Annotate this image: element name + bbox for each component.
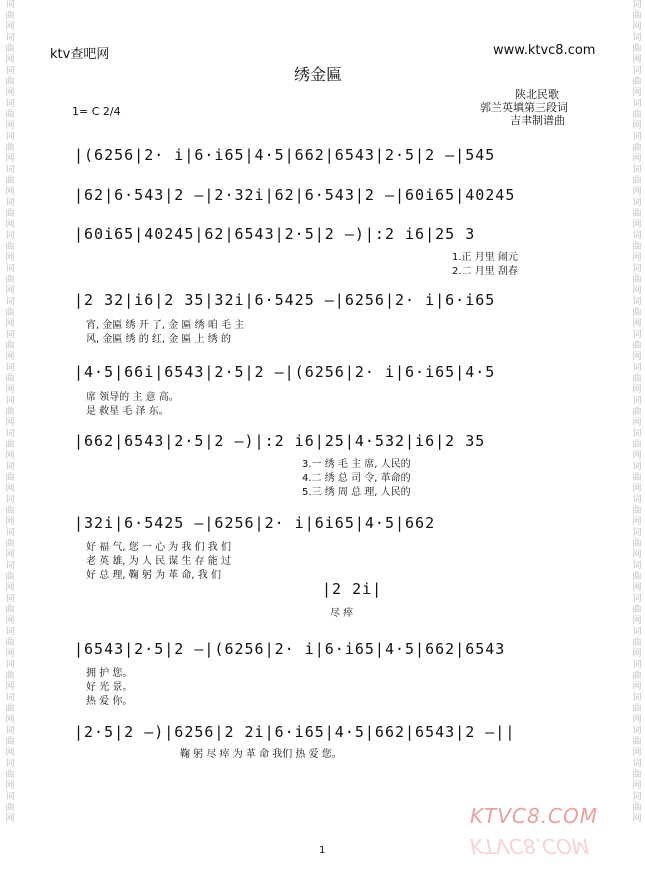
watermark-glyph: 曲 — [5, 473, 15, 483]
watermark-glyph: 曲 — [5, 737, 15, 747]
watermark-glyph: 词 — [5, 231, 15, 241]
watermark-glyph: 曲 — [5, 209, 15, 219]
watermark-glyph: 网 — [5, 451, 15, 461]
watermark-glyph: 词 — [632, 396, 642, 406]
watermark-glyph: 词 — [632, 165, 642, 175]
watermark-glyph: 曲 — [5, 671, 15, 681]
watermark-glyph: 网 — [5, 253, 15, 263]
watermark-glyph: 词 — [5, 561, 15, 571]
watermark-glyph: 网 — [632, 649, 642, 659]
lyric-line-4b: 风, 金匾 绣 的 红, 金 匾 上 绣 的 — [86, 334, 231, 345]
watermark-glyph: 曲 — [632, 638, 642, 648]
watermark-glyph: 词 — [632, 99, 642, 109]
watermark-glyph: 网 — [5, 121, 15, 131]
score-line-9: |2·5|2 —)|6256|2 2i|6·i65|4·5|662|6543|2 —|| — [74, 723, 516, 741]
watermark-glyph: 网 — [5, 88, 15, 98]
watermark-glyph: 词 — [5, 165, 15, 175]
site-name-left: ktv查吧网 — [50, 47, 110, 62]
lyric-line-7b: 老 英 雄, 为 人 民 谋 生 存 能 过 — [86, 556, 231, 567]
watermark-glyph: 词 — [5, 726, 15, 736]
watermark-glyph: 词 — [632, 66, 642, 76]
watermark-glyph: 网 — [5, 319, 15, 329]
watermark-glyph: 词 — [632, 198, 642, 208]
site-url-right: www.ktvc8.com — [493, 43, 596, 58]
watermark-glyph: 网 — [5, 715, 15, 725]
site-logo: KTVC8.COM — [470, 804, 599, 828]
watermark-glyph: 曲 — [5, 275, 15, 285]
lyric-line-7a: 好 福 气, 您 一 心 为 我 们 我 们 — [86, 542, 231, 553]
watermark-glyph: 曲 — [632, 209, 642, 219]
watermark-glyph: 曲 — [5, 242, 15, 252]
page-number: 1 — [319, 845, 326, 856]
watermark-glyph: 曲 — [5, 11, 15, 21]
watermark-glyph: 网 — [5, 352, 15, 362]
watermark-glyph: 网 — [632, 418, 642, 428]
watermark-glyph: 词 — [5, 693, 15, 703]
watermark-glyph: 网 — [632, 583, 642, 593]
watermark-glyph: 网 — [5, 22, 15, 32]
watermark-glyph: 网 — [5, 748, 15, 758]
lyric-line-4a: 宵, 金匾 绣 开 了, 金 匾 绣 咱 毛 主 — [86, 320, 245, 331]
watermark-glyph: 网 — [5, 220, 15, 230]
watermark-glyph: 词 — [5, 396, 15, 406]
watermark-glyph: 曲 — [632, 77, 642, 87]
watermark-glyph: 词 — [5, 363, 15, 373]
lyric-line-5b: 是 救星 毛 泽 东。 — [86, 406, 169, 417]
watermark-glyph: 曲 — [5, 539, 15, 549]
score-line-8: |6543|2·5|2 —|(6256|2· i|6·i65|4·5|662|6543 — [74, 640, 506, 658]
watermark-glyph: 词 — [5, 495, 15, 505]
watermark-glyph: 曲 — [632, 539, 642, 549]
watermark-glyph: 网 — [632, 682, 642, 692]
watermark-glyph: 词 — [5, 528, 15, 538]
lyric-line-6b: 4.二 绣 总 司 令, 革命的 — [302, 473, 411, 484]
score-line-2: |62|6·543|2 —|2·32i|62|6·543|2 —|60i65|40245 — [74, 186, 516, 204]
watermark-glyph: 网 — [632, 88, 642, 98]
watermark-glyph: 曲 — [632, 737, 642, 747]
watermark-glyph: 词 — [5, 264, 15, 274]
watermark-glyph: 词 — [632, 363, 642, 373]
watermark-glyph: 曲 — [632, 704, 642, 714]
watermark-glyph: 曲 — [5, 440, 15, 450]
watermark-glyph: 曲 — [5, 176, 15, 186]
watermark-glyph: 曲 — [5, 770, 15, 780]
watermark-glyph: 词 — [632, 660, 642, 670]
watermark-glyph: 网 — [5, 814, 15, 824]
watermark-glyph: 曲 — [5, 638, 15, 648]
watermark-glyph: 词 — [5, 297, 15, 307]
lyric-line-6a: 3.一 绣 毛 主 席, 人民的 — [302, 459, 411, 470]
watermark-glyph: 网 — [632, 814, 642, 824]
watermark-column-right — [629, 0, 645, 825]
watermark-glyph: 词 — [5, 330, 15, 340]
watermark-glyph: 词 — [5, 660, 15, 670]
watermark-glyph: 词 — [632, 594, 642, 604]
watermark-glyph: 词 — [632, 759, 642, 769]
watermark-glyph: 曲 — [5, 44, 15, 54]
lyric-line-8a: 拥 护 您。 — [86, 668, 133, 679]
watermark-glyph: 曲 — [632, 275, 642, 285]
watermark-glyph: 网 — [5, 154, 15, 164]
watermark-glyph: 曲 — [632, 473, 642, 483]
watermark-glyph: 曲 — [5, 803, 15, 813]
watermark-glyph: 曲 — [632, 803, 642, 813]
watermark-glyph: 网 — [632, 748, 642, 758]
song-lyricist: 郭兰英填第三段词 — [480, 101, 568, 114]
watermark-glyph: 网 — [632, 385, 642, 395]
watermark-glyph: 网 — [5, 286, 15, 296]
watermark-glyph: 词 — [632, 429, 642, 439]
watermark-glyph: 网 — [632, 451, 642, 461]
watermark-glyph: 词 — [5, 33, 15, 43]
score-line-3: |60i65|40245|62|6543|2·5|2 —)|:2 i6|25 3 — [74, 225, 476, 243]
watermark-glyph: 词 — [632, 561, 642, 571]
watermark-glyph: 词 — [5, 429, 15, 439]
watermark-glyph: 词 — [632, 33, 642, 43]
watermark-glyph: 词 — [632, 264, 642, 274]
watermark-glyph: 网 — [5, 682, 15, 692]
score-line-7-alt: |2 2i| — [322, 580, 383, 598]
watermark-glyph: 曲 — [632, 11, 642, 21]
watermark-glyph: 曲 — [632, 605, 642, 615]
lyric-line-8b: 好 光 景。 — [86, 682, 133, 693]
watermark-glyph: 网 — [632, 253, 642, 263]
watermark-glyph: 词 — [5, 0, 15, 10]
watermark-glyph: 曲 — [632, 440, 642, 450]
watermark-glyph: 曲 — [632, 242, 642, 252]
watermark-glyph: 词 — [5, 594, 15, 604]
lyric-line-9: 鞠 躬 尽 瘁 为 革 命 我们 热 爱 您。 — [180, 749, 342, 760]
watermark-glyph: 词 — [632, 495, 642, 505]
lyric-line-3b: 2.二 月里 刮春 — [452, 266, 518, 277]
watermark-glyph: 曲 — [632, 110, 642, 120]
watermark-glyph: 词 — [632, 627, 642, 637]
watermark-glyph: 网 — [632, 22, 642, 32]
watermark-glyph: 曲 — [5, 506, 15, 516]
lyric-line-7c: 好 总 理, 鞠 躬 为 革 命, 我 们 — [86, 570, 221, 581]
lyric-line-3a: 1.正 月里 闹元 — [452, 252, 518, 263]
watermark-glyph: 词 — [5, 99, 15, 109]
watermark-glyph: 网 — [632, 616, 642, 626]
watermark-glyph: 曲 — [5, 704, 15, 714]
site-logo-reflection: KTVC8.COM — [470, 834, 590, 858]
watermark-glyph: 曲 — [5, 77, 15, 87]
watermark-glyph: 词 — [5, 627, 15, 637]
watermark-glyph: 词 — [632, 462, 642, 472]
watermark-glyph: 网 — [5, 418, 15, 428]
watermark-glyph: 曲 — [632, 374, 642, 384]
watermark-glyph: 词 — [632, 726, 642, 736]
score-line-4: |2 32|i6|2 35|32i|6·5425 —|6256|2· i|6·i65 — [74, 291, 496, 309]
score-line-1: |(6256|2· i|6·i65|4·5|662|6543|2·5|2 —|545 — [74, 146, 496, 164]
watermark-glyph: 网 — [632, 55, 642, 65]
key-signature: 1= C 2/4 — [72, 105, 121, 118]
watermark-glyph: 词 — [632, 297, 642, 307]
watermark-glyph: 词 — [5, 462, 15, 472]
watermark-glyph: 曲 — [632, 407, 642, 417]
watermark-glyph: 曲 — [632, 572, 642, 582]
watermark-glyph: 曲 — [5, 110, 15, 120]
watermark-glyph: 词 — [632, 231, 642, 241]
song-arranger: 吉聿制谱曲 — [510, 114, 565, 127]
watermark-glyph: 曲 — [632, 308, 642, 318]
watermark-glyph: 网 — [632, 187, 642, 197]
watermark-glyph: 网 — [632, 781, 642, 791]
lyric-line-8c: 热 爱 你。 — [86, 696, 133, 707]
watermark-glyph: 网 — [5, 55, 15, 65]
watermark-glyph: 词 — [632, 528, 642, 538]
watermark-glyph: 网 — [632, 352, 642, 362]
watermark-glyph: 网 — [5, 484, 15, 494]
watermark-glyph: 网 — [632, 121, 642, 131]
watermark-glyph: 网 — [5, 649, 15, 659]
watermark-glyph: 词 — [632, 693, 642, 703]
watermark-glyph: 网 — [632, 517, 642, 527]
watermark-glyph: 网 — [5, 781, 15, 791]
watermark-glyph: 词 — [5, 792, 15, 802]
score-line-5: |4·5|66i|6543|2·5|2 —|(6256|2· i|6·i65|4·5 — [74, 363, 496, 381]
watermark-glyph: 网 — [5, 385, 15, 395]
watermark-glyph: 词 — [5, 132, 15, 142]
watermark-glyph: 曲 — [632, 770, 642, 780]
watermark-glyph: 网 — [632, 154, 642, 164]
watermark-glyph: 曲 — [632, 671, 642, 681]
watermark-glyph: 网 — [632, 550, 642, 560]
song-title: 绣金匾 — [294, 65, 343, 84]
lyric-line-5a: 席 领导的 主 意 高。 — [86, 392, 179, 403]
lyric-line-7-alt: 尽 瘁 — [330, 608, 354, 619]
watermark-glyph: 词 — [5, 66, 15, 76]
watermark-glyph: 曲 — [5, 308, 15, 318]
watermark-glyph: 网 — [632, 484, 642, 494]
watermark-glyph: 网 — [5, 583, 15, 593]
watermark-glyph: 词 — [632, 0, 642, 10]
watermark-glyph: 网 — [632, 220, 642, 230]
watermark-glyph: 网 — [632, 715, 642, 725]
watermark-glyph: 词 — [5, 198, 15, 208]
watermark-glyph: 曲 — [5, 605, 15, 615]
score-line-7: |32i|6·5425 —|6256|2· i|6i65|4·5|662 — [74, 514, 436, 532]
watermark-glyph: 网 — [5, 187, 15, 197]
watermark-glyph: 曲 — [632, 176, 642, 186]
watermark-glyph: 词 — [632, 330, 642, 340]
watermark-glyph: 曲 — [632, 143, 642, 153]
watermark-glyph: 曲 — [5, 143, 15, 153]
watermark-glyph: 词 — [5, 759, 15, 769]
score-line-6: |662|6543|2·5|2 —)|:2 i6|25|4·532|i6|2 35 — [74, 432, 486, 450]
watermark-glyph: 曲 — [5, 341, 15, 351]
watermark-glyph: 曲 — [5, 374, 15, 384]
watermark-glyph: 曲 — [632, 341, 642, 351]
watermark-glyph: 网 — [632, 286, 642, 296]
watermark-glyph: 曲 — [5, 572, 15, 582]
watermark-glyph: 曲 — [632, 44, 642, 54]
watermark-glyph: 网 — [5, 616, 15, 626]
watermark-column-left — [2, 0, 18, 825]
watermark-glyph: 网 — [5, 517, 15, 527]
watermark-glyph: 词 — [632, 792, 642, 802]
watermark-glyph: 网 — [5, 550, 15, 560]
song-origin: 陕北民歌 — [515, 88, 559, 101]
watermark-glyph: 曲 — [632, 506, 642, 516]
watermark-glyph: 曲 — [5, 407, 15, 417]
watermark-glyph: 网 — [632, 319, 642, 329]
watermark-glyph: 词 — [632, 132, 642, 142]
lyric-line-6c: 5.三 绣 周 总 理, 人民的 — [302, 487, 411, 498]
